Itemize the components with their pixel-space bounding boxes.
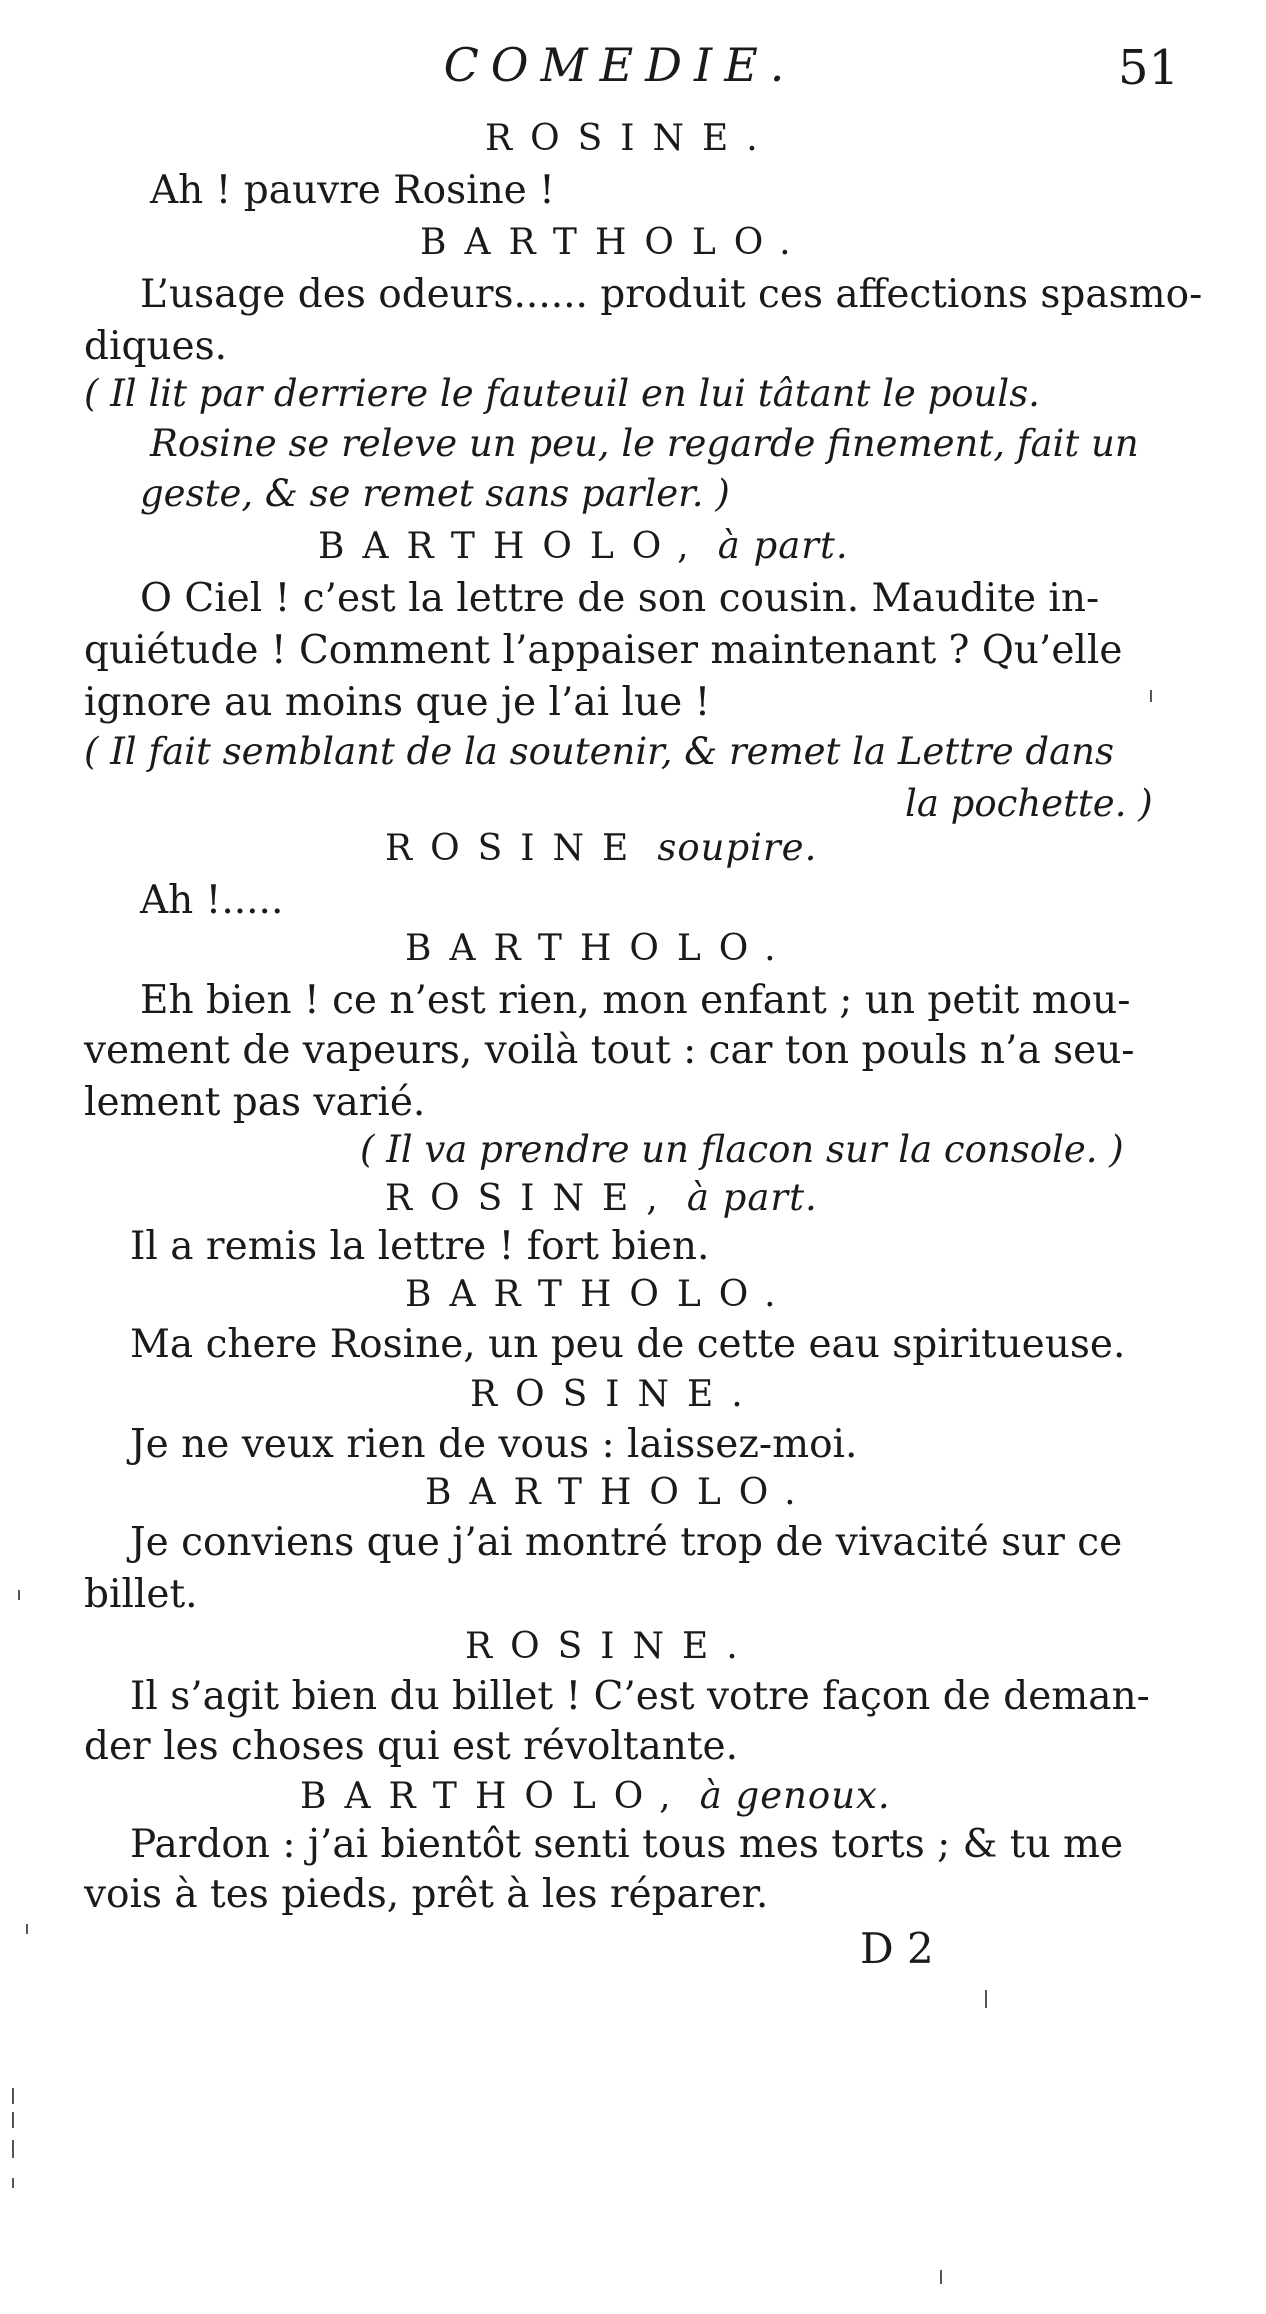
dialogue-line: Je ne veux rien de vous : laissez-moi.	[130, 1422, 858, 1467]
stage-direction: ( Il lit par derriere le fauteuil en lui tâtant le pouls.	[84, 372, 1040, 415]
speaker-bartholo: BARTHOLO,	[300, 1776, 689, 1817]
dialogue-line: lement pas varié.	[84, 1080, 426, 1125]
dialogue-line: vois à tes pieds, prêt à les réparer.	[84, 1872, 769, 1917]
stage-direction: la pochette. )	[905, 782, 1153, 825]
dialogue-line: Pardon : j’ai bientôt senti tous mes torts ; & tu me	[130, 1822, 1124, 1867]
speaker-heading	[318, 524, 849, 567]
dialogue-line: Il s’agit bien du billet ! C’est votre façon de deman-	[130, 1674, 1150, 1719]
speaker-direction: à genoux.	[699, 1774, 891, 1817]
signature-mark: D 2	[860, 1924, 934, 1973]
speaker-bartholo: BARTHOLO.	[405, 1274, 794, 1315]
speaker-heading	[385, 1176, 818, 1219]
scan-speck	[12, 2088, 14, 2104]
scan-speck	[985, 1990, 987, 2008]
dialogue-line: der les choses qui est révoltante.	[84, 1724, 739, 1769]
scan-speck	[1150, 690, 1152, 702]
dialogue-line: Ah ! pauvre Rosine !	[150, 168, 555, 213]
speaker-direction: à part.	[686, 1176, 818, 1219]
speaker-heading	[385, 826, 817, 869]
speaker-heading	[300, 1774, 891, 1817]
dialogue-line: O Ciel ! c’est la lettre de son cousin. Maudite in-	[140, 576, 1100, 621]
speaker-rosine: ROSINE.	[470, 1374, 761, 1415]
dialogue-line: Il a remis la lettre ! fort bien.	[130, 1224, 710, 1269]
speaker-bartholo: BARTHOLO,	[318, 526, 707, 567]
dialogue-line: vement de vapeurs, voilà tout : car ton pouls n’a seu-	[84, 1028, 1135, 1073]
scan-speck	[26, 1924, 28, 1934]
scan-speck	[18, 1590, 20, 1600]
stage-direction: ( Il va prendre un flacon sur la console. )	[360, 1128, 1124, 1171]
stage-direction: ( Il fait semblant de la soutenir, & remet la Lettre dans	[84, 730, 1114, 773]
speaker-rosine: ROSINE,	[385, 1178, 676, 1219]
dialogue-line: Ah !.....	[140, 878, 284, 923]
scan-speck	[12, 2112, 14, 2128]
dialogue-line: ignore au moins que je l’ai lue !	[84, 680, 711, 725]
speaker-rosine: ROSINE.	[485, 118, 776, 159]
dialogue-line: Eh bien ! ce n’est rien, mon enfant ; un petit mou-	[140, 978, 1131, 1023]
dialogue-line: L’usage des odeurs...... produit ces affections spasmo-	[140, 272, 1203, 317]
dialogue-line: Ma chere Rosine, un peu de cette eau spiritueuse.	[130, 1322, 1126, 1367]
dialogue-line: quiétude ! Comment l’appaiser maintenant ? Qu’elle	[84, 628, 1123, 673]
scan-speck	[12, 2178, 14, 2188]
scan-speck	[940, 2270, 942, 2284]
stage-direction: Rosine se releve un peu, le regarde finement, fait un	[150, 422, 1139, 465]
speaker-bartholo: BARTHOLO.	[420, 222, 809, 263]
running-title: COMEDIE.	[443, 38, 797, 92]
speaker-bartholo: BARTHOLO.	[425, 1472, 814, 1513]
dialogue-line: Je conviens que j’ai montré trop de vivacité sur ce	[130, 1520, 1123, 1565]
speaker-direction: soupire.	[657, 826, 818, 869]
speaker-rosine: ROSINE.	[465, 1626, 756, 1667]
page-number: 51	[1118, 40, 1180, 96]
speaker-direction: à part.	[717, 524, 849, 567]
dialogue-line: diques.	[84, 324, 228, 369]
speaker-bartholo: BARTHOLO.	[405, 928, 794, 969]
speaker-rosine: ROSINE	[385, 828, 647, 869]
scan-speck	[12, 2140, 14, 2158]
stage-direction: geste, & se remet sans parler. )	[140, 472, 730, 515]
dialogue-line: billet.	[84, 1572, 198, 1617]
